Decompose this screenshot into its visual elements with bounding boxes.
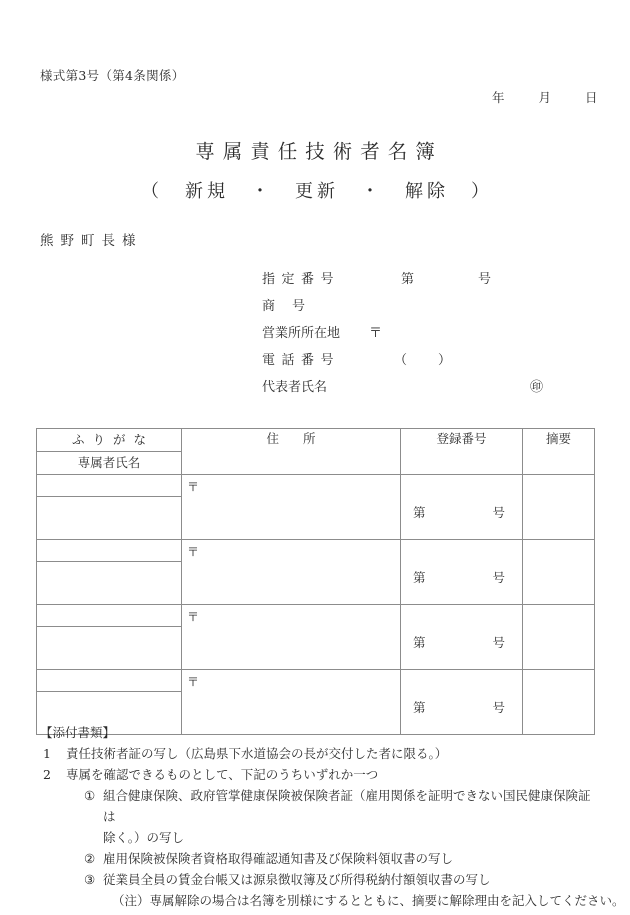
- table-row: [37, 605, 595, 627]
- header-address: 住所: [182, 429, 401, 475]
- header-furigana: ふりがな: [37, 429, 182, 452]
- cell-furigana[interactable]: [37, 475, 182, 497]
- cell-registration-number[interactable]: [401, 540, 523, 605]
- note-parenthetical: （注）専属解除の場合は名簿を別様にするとともに、摘要に解除理由を記入してください。: [112, 893, 625, 908]
- applicant-row-designation-number: [262, 268, 602, 295]
- cell-address[interactable]: [182, 475, 401, 540]
- attachment-notes: [40, 722, 625, 911]
- label-designation-number: 指定番号: [262, 272, 341, 287]
- note-subtext-1: 組合健康保険、政府管掌健康保険被保険者証（雇用関係を証明できない国民健康保険証は: [103, 788, 591, 824]
- table-row: [37, 475, 595, 497]
- label-representative-name: 代表者氏名: [262, 380, 328, 395]
- cell-member-name[interactable]: [37, 497, 182, 540]
- header-registration-number: 登録番号: [401, 429, 523, 475]
- document-title: 専属責任技術者名簿: [195, 140, 443, 163]
- note-subitem-2: [40, 848, 600, 869]
- cell-furigana[interactable]: [37, 605, 182, 627]
- date-day: 日: [584, 90, 598, 105]
- note-number-2: 2: [43, 767, 51, 782]
- cell-address[interactable]: [182, 540, 401, 605]
- cell-member-name[interactable]: [37, 627, 182, 670]
- label-phone-number: 電話番号: [262, 353, 341, 368]
- cell-furigana[interactable]: [37, 670, 182, 692]
- date-year: 年: [492, 90, 505, 105]
- label-office-address: 営業所所在地: [262, 326, 341, 341]
- cell-remarks[interactable]: [523, 540, 595, 605]
- table-row: [37, 670, 595, 692]
- note-subtext-2: 雇用保険被保険者資格取得確認通知書及び保険料領収書の写し: [103, 851, 454, 866]
- note-subtext-1-continued: 除く。）の写し: [103, 830, 185, 845]
- cell-remarks[interactable]: [523, 605, 595, 670]
- phone-paren-close: ）: [438, 353, 452, 368]
- cell-furigana[interactable]: [37, 540, 182, 562]
- phone-paren-open: （: [394, 353, 408, 368]
- cell-registration-number[interactable]: [401, 605, 523, 670]
- applicant-row-office-address: [262, 322, 602, 349]
- applicant-row-representative-name: [262, 376, 602, 403]
- header-member-name: 専属者氏名: [37, 452, 182, 475]
- date-month: 月: [538, 90, 551, 105]
- seal-icon: ㊞: [530, 380, 544, 395]
- registration-prefix: 第: [413, 505, 426, 520]
- table-row: [37, 540, 595, 562]
- applicant-info-block: [262, 268, 602, 403]
- postal-mark-icon: 〒: [187, 610, 200, 624]
- registration-suffix: 号: [492, 570, 505, 585]
- document-subtitle: （ 新規 ・ 更新 ・ 解除 ）: [141, 181, 493, 202]
- applicant-row-trade-name: [262, 295, 602, 322]
- technician-roster-table: [36, 428, 595, 735]
- note-subtext-3: 従業員全員の賃金台帳又は源泉徴収簿及び所得税納付額領収書の写し: [103, 872, 491, 887]
- notes-heading: 【添付書類】: [40, 725, 116, 740]
- designation-number-prefix: 第: [401, 272, 415, 287]
- registration-suffix: 号: [492, 505, 505, 520]
- postal-mark-icon: 〒: [187, 675, 200, 689]
- registration-prefix: 第: [413, 570, 426, 585]
- registration-suffix: 号: [492, 635, 505, 650]
- header-remarks: 摘要: [523, 429, 595, 475]
- postal-mark-icon: 〒: [187, 545, 200, 559]
- note-text-2: 専属を確認できるものとして、下記のうちいずれか一つ: [66, 767, 379, 782]
- cell-remarks[interactable]: [523, 475, 595, 540]
- note-subitem-1: [40, 785, 600, 827]
- date-line: [492, 88, 597, 106]
- applicant-row-phone-number: [262, 349, 602, 376]
- circled-number-1-icon: ①: [84, 788, 96, 803]
- postal-mark-icon: 〒: [187, 480, 200, 494]
- designation-number-suffix: 号: [478, 272, 492, 287]
- label-trade-name: 商号: [262, 299, 323, 314]
- postal-mark-icon: 〒: [369, 326, 383, 341]
- circled-number-3-icon: ③: [84, 872, 96, 887]
- registration-prefix: 第: [413, 635, 426, 650]
- circled-number-2-icon: ②: [84, 851, 96, 866]
- cell-member-name[interactable]: [37, 562, 182, 605]
- note-subitem-3: [40, 869, 600, 890]
- note-text-1: 責任技術者証の写し（広島県下水道協会の長が交付した者に限る。）: [66, 746, 448, 761]
- note-item-2: [40, 764, 600, 785]
- table-header-row-1: [37, 429, 595, 452]
- cell-address[interactable]: [182, 605, 401, 670]
- note-item-1: [40, 743, 600, 764]
- registration-suffix: 号: [492, 700, 505, 715]
- cell-registration-number[interactable]: [401, 475, 523, 540]
- form-code: 様式第3号（第4条関係）: [40, 68, 185, 83]
- addressee: 熊野町長様: [40, 233, 143, 249]
- note-number-1: 1: [43, 746, 51, 761]
- registration-prefix: 第: [413, 700, 426, 715]
